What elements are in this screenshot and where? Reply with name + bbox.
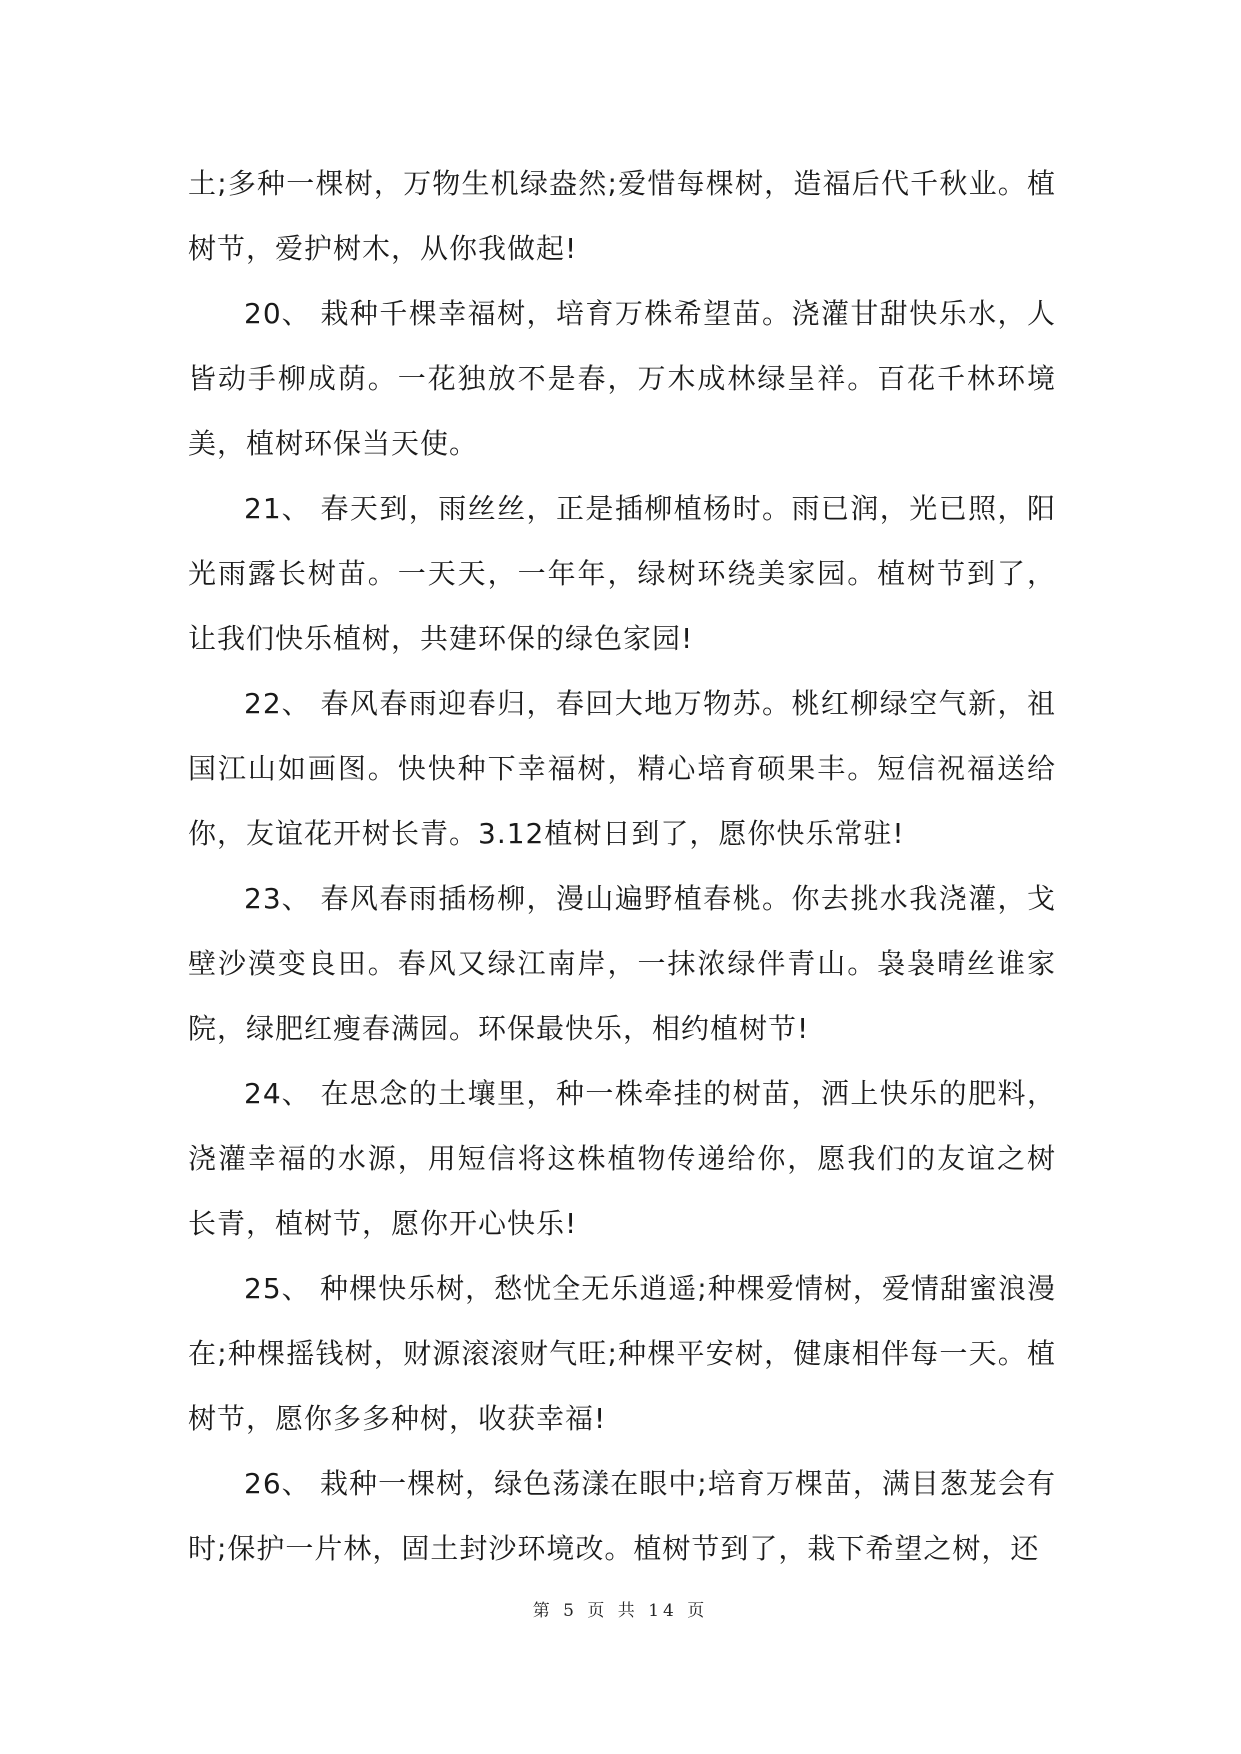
- paragraph-text: 种棵快乐树，愁忧全无乐逍遥;种棵爱情树，爱情甜蜜浪漫在;种棵摇钱树，财源滚滚财气旺;种棵平安树，健康相伴每一天。植树节，愿你多多种树，收获幸福!: [188, 1272, 1056, 1435]
- paragraph-number: 23、: [244, 882, 311, 915]
- paragraph-number: 26、: [244, 1467, 311, 1500]
- body-text: [188, 151, 1056, 1581]
- paragraph-text: 春风春雨迎春归，春回大地万物苏。桃红柳绿空气新，祖国江山如画图。快快种下幸福树，精心培育硕果丰。短信祝福送给你，友谊花开树长青。3.12植树日到了，愿你快乐常驻!: [188, 687, 1056, 850]
- paragraph: [188, 1256, 1056, 1451]
- paragraph-text: 土;多种一棵树，万物生机绿盎然;爱惜每棵树，造福后代千秋业。植树节，爱护树木，从你我做起!: [188, 167, 1056, 265]
- paragraph: [188, 1451, 1056, 1581]
- paragraph-text: 栽种千棵幸福树，培育万株希望苗。浇灌甘甜快乐水，人皆动手柳成荫。一花独放不是春，万木成林绿呈祥。百花千林环境美，植树环保当天使。: [188, 297, 1056, 460]
- paragraph-text: 春天到，雨丝丝，正是插柳植杨时。雨已润，光已照，阳光雨露长树苗。一天天，一年年，绿树环绕美家园。植树节到了，让我们快乐植树，共建环保的绿色家园!: [188, 492, 1056, 655]
- paragraph-number: 24、: [244, 1077, 311, 1110]
- paragraph: [188, 671, 1056, 866]
- paragraph-number: 22、: [244, 687, 311, 720]
- paragraph: [188, 476, 1056, 671]
- paragraph-text: 栽种一棵树，绿色荡漾在眼中;培育万棵苗，满目葱茏会有时;保护一片林，固土封沙环境改。植树节到了，栽下希望之树，还: [188, 1467, 1056, 1565]
- paragraph: [188, 281, 1056, 476]
- paragraph-number: 20、: [244, 297, 311, 330]
- paragraph-text: 在思念的土壤里，种一株牵挂的树苗，洒上快乐的肥料，浇灌幸福的水源，用短信将这株植物传递给你，愿我们的友谊之树长青，植树节，愿你开心快乐!: [188, 1077, 1056, 1240]
- paragraph: [188, 866, 1056, 1061]
- paragraph-number: 21、: [244, 492, 311, 525]
- paragraph: [188, 1061, 1056, 1256]
- paragraph: [188, 151, 1056, 281]
- paragraph-text: 春风春雨插杨柳，漫山遍野植春桃。你去挑水我浇灌，戈壁沙漠变良田。春风又绿江南岸，一抹浓绿伴青山。袅袅晴丝谁家院，绿肥红瘦春满园。环保最快乐，相约植树节!: [188, 882, 1056, 1045]
- page-footer: 第 5 页 共 14 页: [532, 1601, 709, 1621]
- paragraph-number: 25、: [244, 1272, 311, 1305]
